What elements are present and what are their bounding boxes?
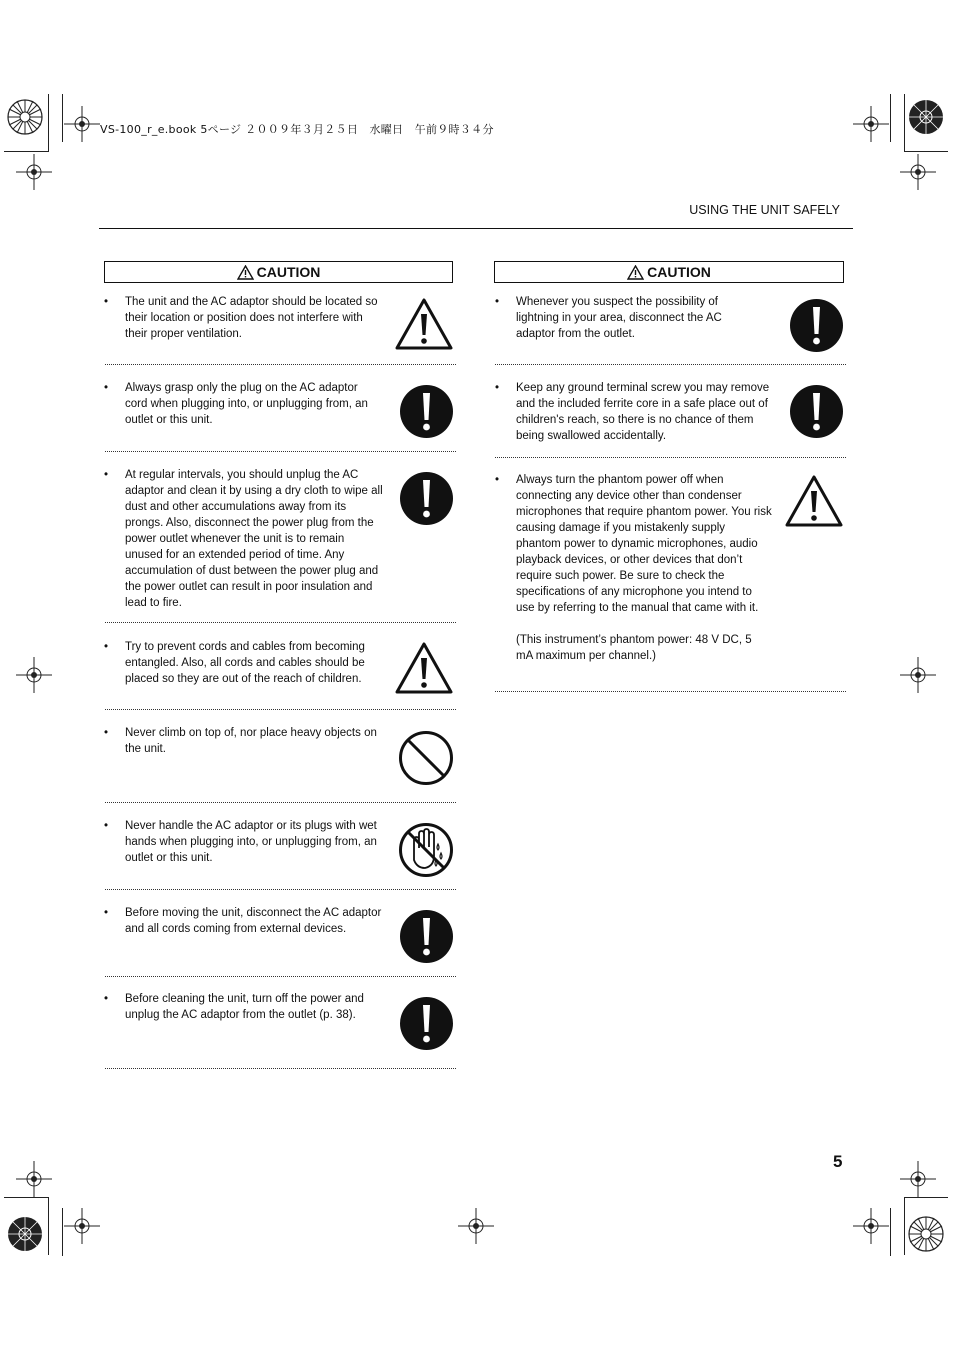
list-item: [495, 380, 775, 446]
bullet: •: [104, 469, 109, 481]
registration-target-icon: [907, 98, 945, 136]
list-item: [104, 380, 384, 430]
item-separator: [105, 976, 456, 977]
caution-label: CAUTION: [256, 264, 321, 280]
bullet: •: [104, 641, 109, 653]
item-separator: [105, 622, 456, 623]
list-item: [104, 639, 384, 689]
caution-triangle-icon: [237, 265, 254, 280]
item-text: Always grasp only the plug on the AC adaptor cord when plugging into, or unplugging from, an outlet or this unit.: [125, 382, 368, 426]
mandatory-exclamation-icon: [789, 384, 844, 439]
crosshair-mark-icon: [900, 1161, 936, 1197]
registration-target-icon: [6, 98, 44, 136]
item-text: Always turn the phantom power off when connecting any device other than condenser microphones that require phantom power. You risk causing damage if you mistakenly supply phantom power to dynamic microphones, audio playback devices, or other devices that don’t require such power. Be sure to check the specifications of any microphone you intend to use by referring to the manual that came with it.: [516, 474, 772, 614]
item-separator: [105, 364, 456, 365]
item-separator: [495, 364, 846, 365]
crosshair-mark-icon: [16, 1161, 52, 1197]
mandatory-exclamation-icon: [399, 996, 454, 1051]
caution-heading-left: [104, 261, 453, 283]
item-note: (This instrument’s phantom power: 48 V DC, 5 mA maximum per channel.): [516, 634, 752, 662]
bullet: •: [104, 820, 109, 832]
list-item: [104, 818, 384, 868]
mandatory-exclamation-icon: [399, 384, 454, 439]
caution-heading-right: [494, 261, 844, 283]
crosshair-mark-icon: [64, 106, 100, 142]
item-separator: [105, 889, 456, 890]
mandatory-exclamation-icon: [789, 298, 844, 353]
item-separator: [105, 1068, 456, 1069]
item-text: Never climb on top of, nor place heavy objects on the unit.: [125, 727, 377, 755]
crosshair-mark-icon: [853, 1208, 889, 1244]
caution-label: CAUTION: [647, 264, 711, 280]
crosshair-mark-icon: [458, 1208, 494, 1244]
crosshair-mark-icon: [64, 1208, 100, 1244]
running-head: USING THE UNIT SAFELY: [689, 203, 840, 217]
item-text: The unit and the AC adaptor should be located so their location or position does not interfere with their proper ventilation.: [125, 296, 378, 340]
mandatory-exclamation-icon: [399, 471, 454, 526]
crosshair-mark-icon: [900, 154, 936, 190]
prohibition-icon: [398, 730, 454, 786]
item-text: Before cleaning the unit, turn off the power and unplug the AC adaptor from the outlet (p. 38).: [125, 993, 364, 1021]
bullet: •: [495, 296, 500, 308]
bullet: •: [104, 727, 109, 739]
page-number: 5: [833, 1152, 843, 1171]
registration-target-icon: [6, 1215, 44, 1253]
warning-triangle-icon: [394, 641, 454, 695]
item-text: Before moving the unit, disconnect the AC adaptor and all cords coming from external devices.: [125, 907, 382, 935]
item-text: Never handle the AC adaptor or its plugs with wet hands when plugging into, or unplugging from, an outlet or this unit.: [125, 820, 377, 864]
item-separator: [105, 451, 456, 452]
print-header: VS-100_r_e.book 5ページ ２００９年３月２５日 水曜日 午前９時３４分: [100, 123, 494, 136]
mandatory-exclamation-icon: [399, 909, 454, 964]
caution-triangle-icon: [627, 265, 644, 280]
item-separator: [105, 709, 456, 710]
list-item: [495, 472, 775, 682]
header-rule: [99, 228, 853, 229]
list-item: [104, 294, 384, 344]
bullet: •: [495, 382, 500, 394]
crosshair-mark-icon: [16, 154, 52, 190]
list-item: [104, 991, 384, 1025]
crosshair-mark-icon: [16, 657, 52, 693]
item-separator: [495, 457, 846, 458]
registration-target-icon: [907, 1215, 945, 1253]
bullet: •: [104, 296, 109, 308]
item-text: Whenever you suspect the possibility of lightning in your area, disconnect the AC adaptor from the outlet.: [516, 296, 722, 340]
warning-triangle-icon: [784, 474, 844, 528]
crosshair-mark-icon: [853, 106, 889, 142]
item-separator: [105, 802, 456, 803]
list-item: [495, 294, 775, 344]
warning-triangle-icon: [394, 297, 454, 351]
crosshair-mark-icon: [900, 657, 936, 693]
bullet: •: [495, 474, 500, 486]
list-item: [104, 725, 384, 759]
bullet: •: [104, 993, 109, 1005]
bullet: •: [104, 382, 109, 394]
item-text: Keep any ground terminal screw you may remove and the included ferrite core in a safe place out of children's reach, so there is no chance of them being swallowed accidentally.: [516, 382, 770, 442]
bullet: •: [104, 907, 109, 919]
item-text: Try to prevent cords and cables from becoming entangled. Also, all cords and cables should be placed so they are out of the reach of children.: [125, 641, 365, 685]
item-text: At regular intervals, you should unplug the AC adaptor and clean it by using a dry cloth to wipe all dust and other accumulations away from its prongs. Also, disconnect the power plug from the power outlet whenever the unit is to remain unused for an extended period of time. Any accumulation of dust between the power plug and the power outlet can result in poor insulation and lead to fire.: [125, 469, 383, 609]
item-separator: [495, 691, 846, 692]
list-item: [104, 467, 384, 613]
no-wet-hands-icon: [398, 822, 454, 878]
list-item: [104, 905, 384, 955]
